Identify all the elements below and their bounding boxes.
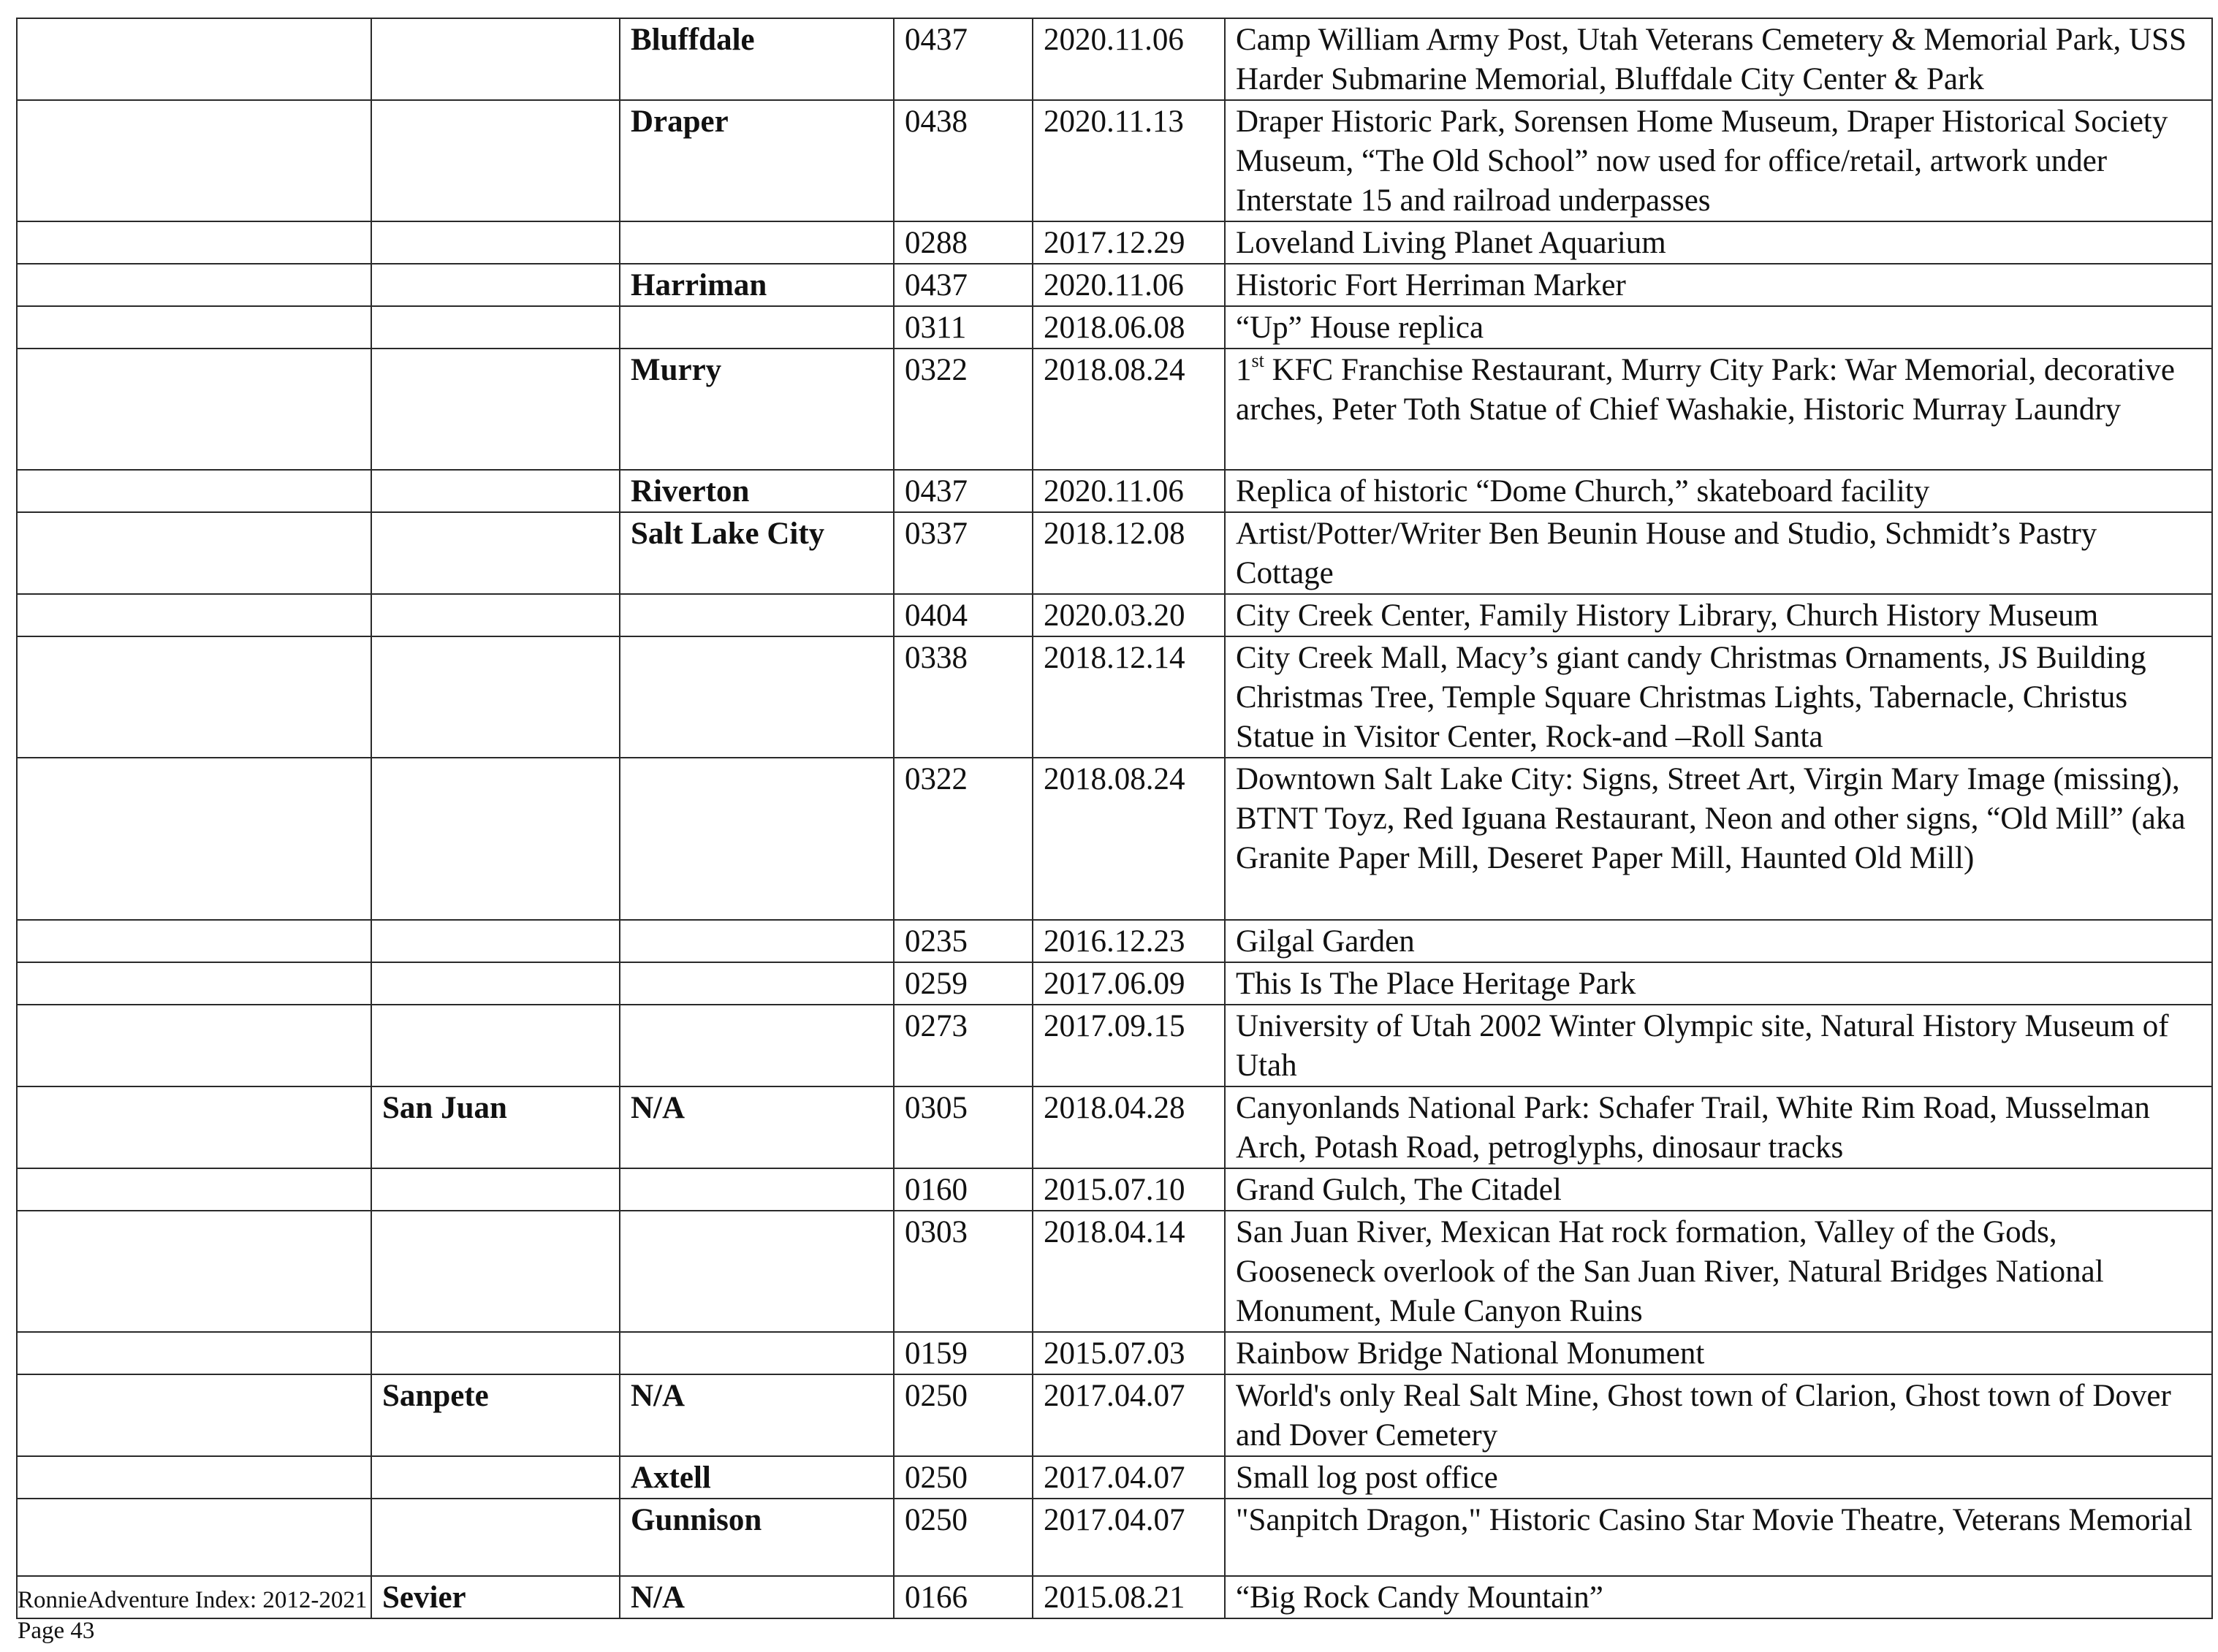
date-cell: 2020.11.06 (1033, 470, 1225, 512)
sites-cell: Downtown Salt Lake City: Signs, Street Art, Virgin Mary Image (missing), BTNT Toyz, Red Iguana Restaurant, Neon and other signs, “Old Mill” (aka Granite Paper Mill, Deseret Paper Mill, Haunted Old Mill) (1225, 758, 2212, 920)
sites-cell: City Creek Mall, Macy’s giant candy Christmas Ornaments, JS Building Christmas Tree, Temple Square Christmas Lights, Tabernacle, Christus Statue in Visitor Center, Rock-and –Roll Santa (1225, 636, 2212, 758)
date-cell: 2018.12.08 (1033, 512, 1225, 594)
date-cell: 2017.12.29 (1033, 221, 1225, 264)
date-cell: 2017.04.07 (1033, 1456, 1225, 1499)
table-row (17, 470, 2212, 512)
sites-cell: Historic Fort Herriman Marker (1225, 264, 2212, 306)
issue-cell: 0322 (894, 349, 1033, 470)
county-cell (371, 349, 620, 470)
table-row (17, 1168, 2212, 1211)
table-row (17, 18, 2212, 100)
sites-cell: Small log post office (1225, 1456, 2212, 1499)
date-cell: 2016.12.23 (1033, 920, 1225, 962)
state-cell (17, 962, 371, 1005)
county-cell (371, 264, 620, 306)
sites-cell: City Creek Center, Family History Library, Church History Museum (1225, 594, 2212, 636)
state-cell (17, 1005, 371, 1086)
county-cell: Sevier (371, 1576, 620, 1618)
table-row (17, 349, 2212, 470)
state-cell (17, 1374, 371, 1456)
issue-cell: 0303 (894, 1211, 1033, 1332)
state-cell (17, 636, 371, 758)
state-cell (17, 512, 371, 594)
table-row (17, 264, 2212, 306)
issue-cell: 0166 (894, 1576, 1033, 1618)
state-cell (17, 264, 371, 306)
issue-cell: 0437 (894, 264, 1033, 306)
county-cell (371, 636, 620, 758)
date-cell: 2018.08.24 (1033, 349, 1225, 470)
sites-cell: Rainbow Bridge National Monument (1225, 1332, 2212, 1374)
state-cell (17, 1086, 371, 1168)
issue-cell: 0160 (894, 1168, 1033, 1211)
state-cell (17, 221, 371, 264)
issue-cell: 0250 (894, 1374, 1033, 1456)
sites-ordinal: 1 (1236, 353, 1252, 387)
county-cell (371, 470, 620, 512)
county-cell (371, 512, 620, 594)
date-cell: 2017.04.07 (1033, 1374, 1225, 1456)
city-cell (620, 1332, 894, 1374)
city-cell (620, 920, 894, 962)
sites-cell: University of Utah 2002 Winter Olympic site, Natural History Museum of Utah (1225, 1005, 2212, 1086)
city-cell: Salt Lake City (620, 512, 894, 594)
table-row (17, 1374, 2212, 1456)
sites-cell: “Up” House replica (1225, 306, 2212, 349)
table-row (17, 1005, 2212, 1086)
county-cell (371, 758, 620, 920)
issue-cell: 0305 (894, 1086, 1033, 1168)
city-cell: N/A (620, 1086, 894, 1168)
state-cell (17, 306, 371, 349)
city-cell (620, 594, 894, 636)
state-cell (17, 594, 371, 636)
table-row (17, 512, 2212, 594)
county-cell (371, 221, 620, 264)
issue-cell: 0250 (894, 1456, 1033, 1499)
county-cell (371, 306, 620, 349)
state-cell (17, 1332, 371, 1374)
issue-cell: 0438 (894, 100, 1033, 221)
state-cell (17, 1168, 371, 1211)
sites-cell: “Big Rock Candy Mountain” (1225, 1576, 2212, 1618)
issue-cell: 0437 (894, 18, 1033, 100)
county-cell (371, 594, 620, 636)
sites-cell: World's only Real Salt Mine, Ghost town of Clarion, Ghost town of Dover and Dover Cemetery (1225, 1374, 2212, 1456)
sites-cell: Gilgal Garden (1225, 920, 2212, 962)
date-cell: 2020.03.20 (1033, 594, 1225, 636)
issue-cell: 0288 (894, 221, 1033, 264)
city-cell: Axtell (620, 1456, 894, 1499)
date-cell: 2015.08.21 (1033, 1576, 1225, 1618)
sites-cell: San Juan River, Mexican Hat rock formation, Valley of the Gods, Gooseneck overlook of the San Juan River, Natural Bridges National Monument, Mule Canyon Ruins (1225, 1211, 2212, 1332)
sites-cell: "Sanpitch Dragon," Historic Casino Star Movie Theatre, Veterans Memorial (1225, 1499, 2212, 1576)
date-cell: 2018.06.08 (1033, 306, 1225, 349)
city-cell: Bluffdale (620, 18, 894, 100)
city-cell (620, 306, 894, 349)
city-cell: Draper (620, 100, 894, 221)
date-cell: 2015.07.10 (1033, 1168, 1225, 1211)
city-cell: Harriman (620, 264, 894, 306)
county-cell: San Juan (371, 1086, 620, 1168)
sites-cell: This Is The Place Heritage Park (1225, 962, 2212, 1005)
table-row (17, 758, 2212, 920)
city-cell (620, 1005, 894, 1086)
city-cell (620, 1168, 894, 1211)
sites-cell: Loveland Living Planet Aquarium (1225, 221, 2212, 264)
date-cell: 2018.04.28 (1033, 1086, 1225, 1168)
page-number: Page 43 (18, 1618, 95, 1644)
county-cell (371, 1168, 620, 1211)
table-row (17, 1332, 2212, 1374)
sites-cell: Grand Gulch, The Citadel (1225, 1168, 2212, 1211)
city-cell: Riverton (620, 470, 894, 512)
issue-cell: 0159 (894, 1332, 1033, 1374)
sites-cell (1225, 349, 2212, 470)
county-cell (371, 1211, 620, 1332)
index-table (16, 18, 2213, 1619)
issue-cell: 0273 (894, 1005, 1033, 1086)
issue-cell: 0250 (894, 1499, 1033, 1576)
county-cell (371, 1456, 620, 1499)
issue-cell: 0259 (894, 962, 1033, 1005)
date-cell: 2018.08.24 (1033, 758, 1225, 920)
table-row (17, 1211, 2212, 1332)
state-cell (17, 349, 371, 470)
state-cell (17, 18, 371, 100)
index-table-body (17, 18, 2212, 1618)
issue-cell: 0322 (894, 758, 1033, 920)
county-cell (371, 962, 620, 1005)
issue-cell: 0338 (894, 636, 1033, 758)
county-cell (371, 100, 620, 221)
ordinal-suffix: st (1251, 350, 1264, 371)
table-row (17, 1086, 2212, 1168)
issue-cell: 0337 (894, 512, 1033, 594)
state-cell (17, 758, 371, 920)
state-cell (17, 100, 371, 221)
table-row (17, 100, 2212, 221)
table-row (17, 920, 2212, 962)
state-cell (17, 1456, 371, 1499)
sites-cell: Draper Historic Park, Sorensen Home Museum, Draper Historical Society Museum, “The Old School” now used for office/retail, artwork under Interstate 15 and railroad underpasses (1225, 100, 2212, 221)
state-cell (17, 1211, 371, 1332)
city-cell: N/A (620, 1374, 894, 1456)
city-cell (620, 221, 894, 264)
issue-cell: 0235 (894, 920, 1033, 962)
city-cell: Gunnison (620, 1499, 894, 1576)
sites-cell: Camp William Army Post, Utah Veterans Cemetery & Memorial Park, USS Harder Submarine Memorial, Bluffdale City Center & Park (1225, 18, 2212, 100)
county-cell: Sanpete (371, 1374, 620, 1456)
issue-cell: 0311 (894, 306, 1033, 349)
table-row (17, 306, 2212, 349)
county-cell (371, 920, 620, 962)
issue-cell: 0437 (894, 470, 1033, 512)
table-row (17, 594, 2212, 636)
table-row (17, 962, 2212, 1005)
county-cell (371, 1499, 620, 1576)
footer-title: RonnieAdventure Index: 2012-2021 (18, 1587, 368, 1613)
table-row (17, 1456, 2212, 1499)
date-cell: 2020.11.06 (1033, 264, 1225, 306)
sites-cell: Artist/Potter/Writer Ben Beunin House and Studio, Schmidt’s Pastry Cottage (1225, 512, 2212, 594)
county-cell (371, 1005, 620, 1086)
county-cell (371, 1332, 620, 1374)
date-cell: 2017.04.07 (1033, 1499, 1225, 1576)
sites-text: KFC Franchise Restaurant, Murry City Park: War Memorial, decorative arches, Peter Toth Statue of Chief Washakie, Historic Murray Laundry (1236, 353, 2175, 427)
issue-cell: 0404 (894, 594, 1033, 636)
city-cell (620, 636, 894, 758)
state-cell (17, 470, 371, 512)
date-cell: 2017.09.15 (1033, 1005, 1225, 1086)
date-cell: 2015.07.03 (1033, 1332, 1225, 1374)
table-row (17, 1499, 2212, 1576)
sites-cell: Canyonlands National Park: Schafer Trail, White Rim Road, Musselman Arch, Potash Road, petroglyphs, dinosaur tracks (1225, 1086, 2212, 1168)
city-cell: N/A (620, 1576, 894, 1618)
state-cell (17, 1499, 371, 1576)
state-cell (17, 920, 371, 962)
city-cell (620, 1211, 894, 1332)
date-cell: 2020.11.06 (1033, 18, 1225, 100)
date-cell: 2017.06.09 (1033, 962, 1225, 1005)
city-cell (620, 758, 894, 920)
date-cell: 2020.11.13 (1033, 100, 1225, 221)
county-cell (371, 18, 620, 100)
city-cell: Murry (620, 349, 894, 470)
city-cell (620, 962, 894, 1005)
table-row (17, 636, 2212, 758)
date-cell: 2018.12.14 (1033, 636, 1225, 758)
table-row (17, 221, 2212, 264)
date-cell: 2018.04.14 (1033, 1211, 1225, 1332)
sites-cell: Replica of historic “Dome Church,” skateboard facility (1225, 470, 2212, 512)
